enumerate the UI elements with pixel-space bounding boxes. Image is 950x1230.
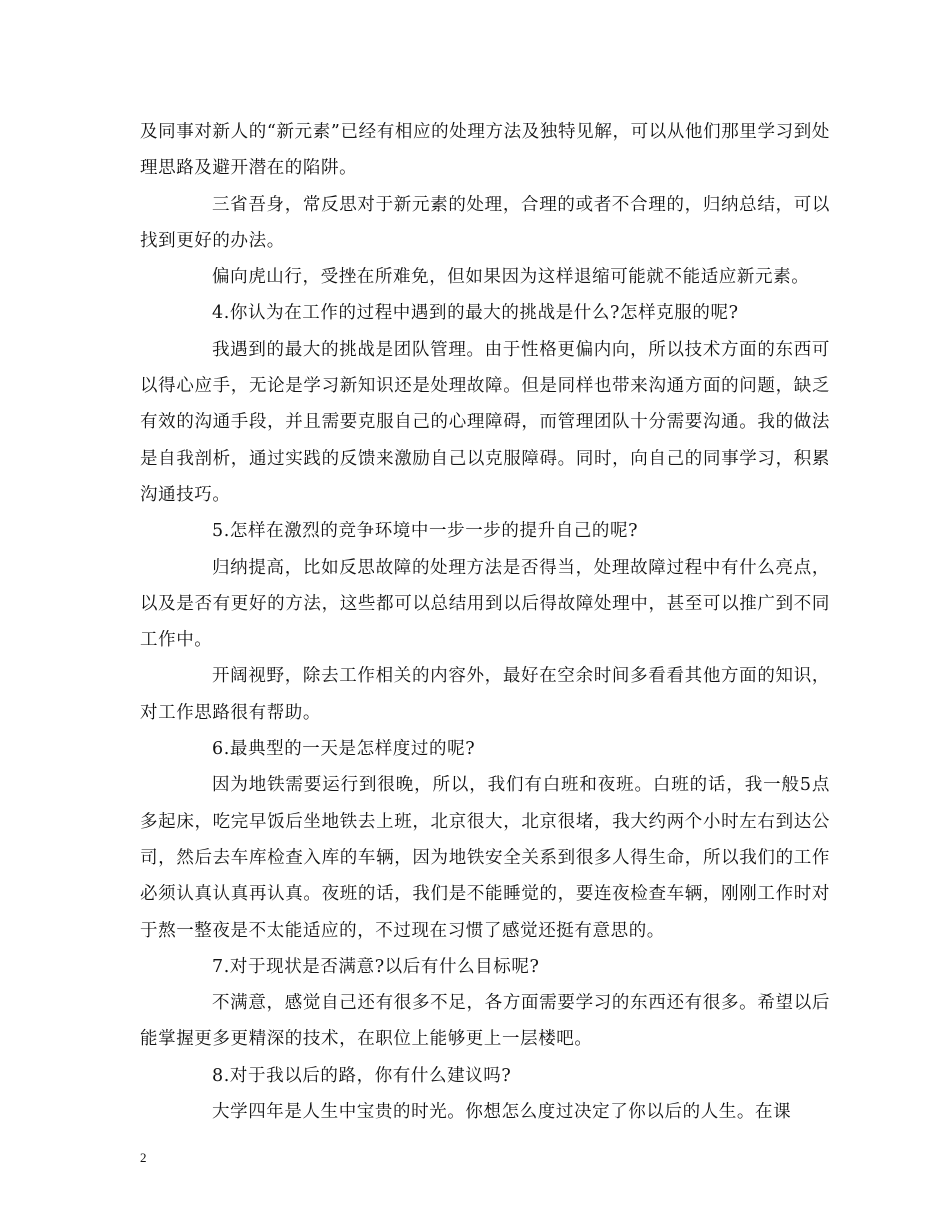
- page-number: 2: [140, 1150, 147, 1165]
- body-text: [140, 114, 830, 1130]
- question-heading: 7.对于现状是否满意?以后有什么目标呢?: [212, 956, 540, 977]
- paragraph: 开阔视野，除去工作相关的内容外，最好在空余时间多看看其他方面的知识，对工作思路很有帮助。: [140, 666, 830, 723]
- paragraph: 因为地铁需要运行到很晚，所以，我们有白班和夜班。白班的话，我一般5点多起床，吃完早饭后坐地铁去上班，北京很大，北京很堵，我大约两个小时左右到达公司，然后去车库检查入库的车辆，因为地铁安全关系到很多人得生命，所以我们的工作必须认真认真再认真。夜班的话，我们是不能睡觉的，要连夜检查车辆，刚刚工作时对于熬一整夜是不太能适应的，不过现在习惯了感觉还挺有意思的。: [140, 775, 830, 941]
- paragraph: 偏向虎山行，受挫在所难免，但如果因为这样退缩可能就不能适应新元素。: [212, 267, 810, 288]
- question-heading: 5.怎样在激烈的竞争环境中一步一步的提升自己的呢?: [212, 521, 639, 542]
- question-heading: 4.你认为在工作的过程中遇到的最大的挑战是什么?怎样克服的呢?: [212, 303, 739, 324]
- paragraph: 大学四年是人生中宝贵的时光。你想怎么度过决定了你以后的人生。在课: [212, 1102, 792, 1123]
- paragraph: 三省吾身，常反思对于新元素的处理，合理的或者不合理的，归纳总结，可以找到更好的办法。: [140, 194, 830, 251]
- paragraph: 不满意，感觉自己还有很多不足，各方面需要学习的东西还有很多。希望以后能掌握更多更精深的技术，在职位上能够更上一层楼吧。: [140, 993, 830, 1050]
- question-heading: 6.最典型的一天是怎样度过的呢?: [212, 739, 476, 760]
- paragraph: 我遇到的最大的挑战是团队管理。由于性格更偏内向，所以技术方面的东西可以得心应手，无论是学习新知识还是处理故障。但是同样也带来沟通方面的问题，缺乏有效的沟通手段，并且需要克服自己的心理障碍，而管理团队十分需要沟通。我的做法是自我剖析，通过实践的反馈来激励自己以克服障碍。同时，向自己的同事学习，积累沟通技巧。: [140, 339, 830, 505]
- paragraph: 及同事对新人的“新元素”已经有相应的处理方法及独特见解，可以从他们那里学习到处理思路及避开潜在的陷阱。: [140, 122, 830, 179]
- question-heading: 8.对于我以后的路，你有什么建议吗?: [212, 1065, 512, 1086]
- paragraph: 归纳提高，比如反思故障的处理方法是否得当，处理故障过程中有什么亮点，以及是否有更好的方法，这些都可以总结用到以后得故障处理中，甚至可以推广到不同工作中。: [140, 557, 830, 651]
